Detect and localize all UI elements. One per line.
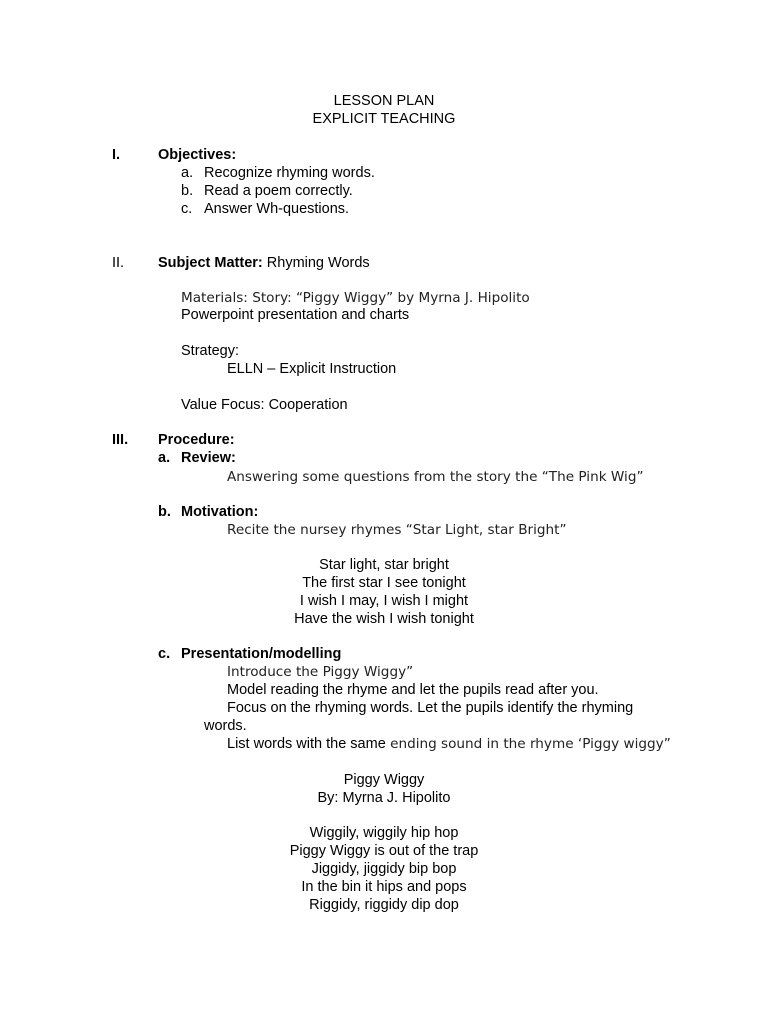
review-letter: a. [158,450,171,466]
subject-matter-line [158,254,370,272]
poem-title: Piggy Wiggy [343,772,425,788]
presentation-heading: Presentation/modelling [181,646,342,662]
document-title: LESSON PLAN [333,93,435,109]
motivation-letter: b. [158,504,171,520]
strategy-label: Strategy: [181,343,240,359]
objective-letter-a: a. [181,165,194,181]
document-subtitle: EXPLICIT TEACHING [312,111,456,127]
presentation-line-1: Introduce the Piggy Wiggy” [227,664,414,680]
objective-item: Answer Wh-questions. [204,201,350,217]
objective-item: Recognize rhyming words. [204,165,375,181]
poem-line: Piggy Wiggy is out of the trap [289,843,479,859]
subject-matter-value: Rhyming Words [266,255,370,271]
poem-line: Jiggidy, jiggidy bip bop [311,861,457,877]
poem-line: Riggidy, riggidy dip dop [309,897,459,913]
section-numeral-i: I. [112,147,121,163]
motivation-text: Recite the nursey rhymes “Star Light, star Bright” [227,522,567,538]
poem-line: Have the wish I wish tonight [294,611,474,627]
review-text: Answering some questions from the story the “The Pink Wig” [227,469,644,485]
poem-author: By: Myrna J. Hipolito [317,790,451,806]
presentation-line-4-part-2: ending sound in the rhyme ‘Piggy wiggy” [385,736,671,752]
poem-line: I wish I may, I wish I might [299,593,469,609]
presentation-line-3-continued: words. [204,718,247,734]
presentation-line-2: Model reading the rhyme and let the pupils read after you. [227,682,599,698]
objective-letter-c: c. [181,201,193,217]
materials-line-2: Powerpoint presentation and charts [181,307,410,323]
objectives-heading: Objectives: [158,147,237,163]
presentation-letter: c. [158,646,171,662]
objective-item: Read a poem correctly. [204,183,353,199]
poem-line: Wiggily, wiggily hip hop [309,825,459,841]
section-numeral-iii: III. [112,432,129,448]
presentation-line-4 [227,735,671,753]
subject-matter-heading: Subject Matter: [158,255,263,271]
presentation-line-3: Focus on the rhyming words. Let the pupils identify the rhyming [227,700,634,716]
poem-line: Star light, star bright [319,557,449,573]
strategy-value: ELLN – Explicit Instruction [227,361,397,377]
objective-letter-b: b. [181,183,194,199]
section-numeral-ii: II. [112,255,125,271]
materials-line: Materials: Story: “Piggy Wiggy” by Myrna J. Hipolito [181,290,530,306]
motivation-heading: Motivation: [181,504,259,520]
presentation-line-4-part-1: List words with the same [227,736,386,752]
value-focus: Value Focus: Cooperation [181,397,348,413]
poem-line: The first star I see tonight [302,575,466,591]
procedure-heading: Procedure: [158,432,235,448]
review-heading: Review: [181,450,236,466]
poem-line: In the bin it hips and pops [301,879,467,895]
